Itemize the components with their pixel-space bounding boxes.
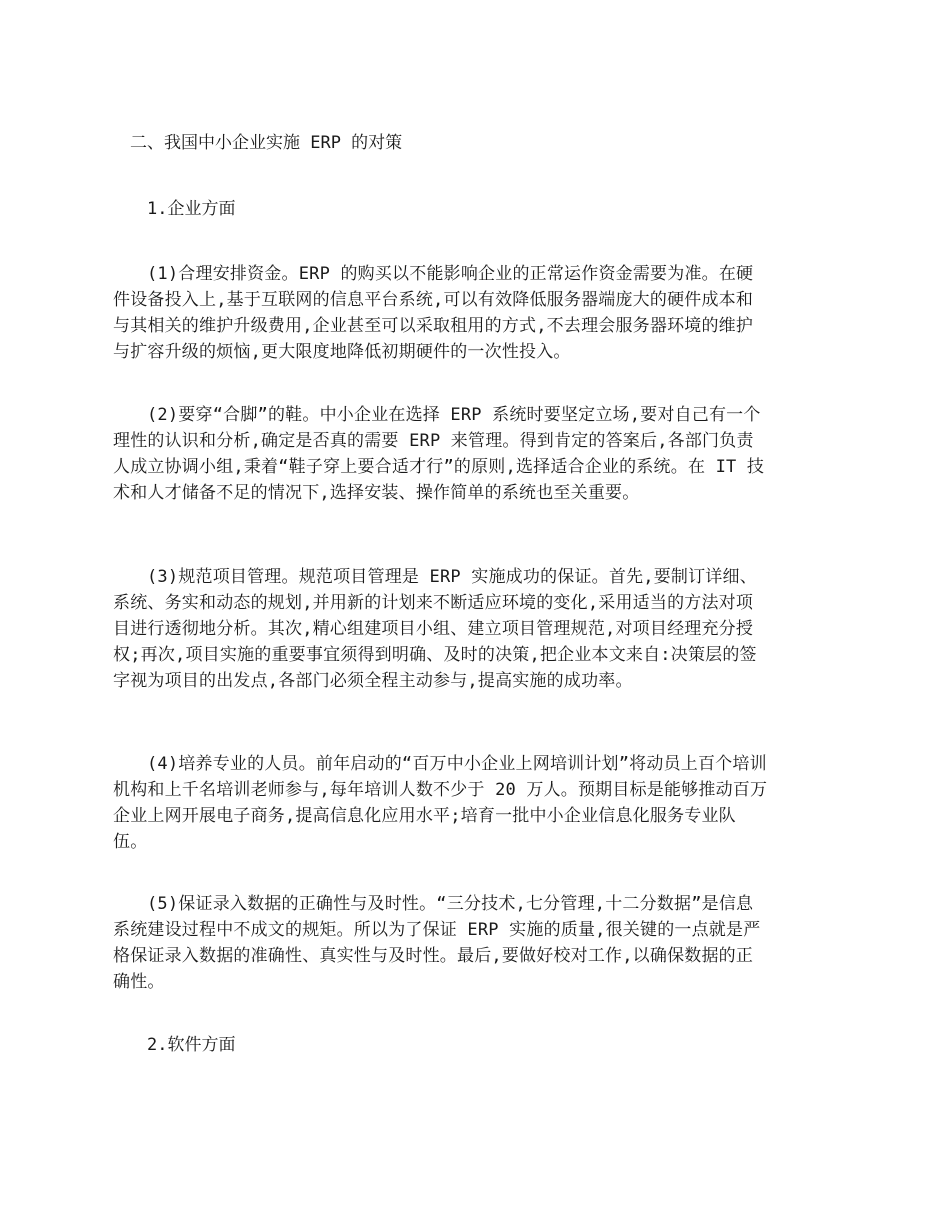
- paragraph-2: [113, 402, 768, 506]
- paragraph-5-text: (5)保证录入数据的正确性与及时性。“三分技术,七分管理,十二分数据”是信息系统建设过程中不成文的规矩。所以为了保证 ERP 实施的质量,很关键的一点就是严格保证录入数据的准确性、真实性与及时性。最后,要做好校对工作,以确保数据的正确性。: [113, 894, 761, 992]
- paragraph-2-text: (2)要穿“合脚”的鞋。中小企业在选择 ERP 系统时要坚定立场,要对自己有一个理性的认识和分析,确定是否真的需要 ERP 来管理。得到肯定的答案后,各部门负责人成立协调小组,秉着“鞋子穿上要合适才行”的原则,选择适合企业的系统。在 IT 技术和人才储备不足的情况下,选择安装、操作简单的系统也至关重要。: [113, 405, 765, 503]
- paragraph-1-text: (1)合理安排资金。ERP 的购买以不能影响企业的正常运作资金需要为准。在硬件设备投入上,基于互联网的信息平台系统,可以有效降低服务器端庞大的硬件成本和与其相关的维护升级费用,企业甚至可以采取租用的方式,不去理会服务器环境的维护与扩容升级的烦恼,更大限度地降低初期硬件的一次性投入。: [113, 264, 754, 362]
- subsection-title-software: 2.软件方面: [147, 1035, 236, 1055]
- paragraph-4: [113, 751, 768, 855]
- paragraph-1: [113, 261, 768, 365]
- section-title: 二、我国中小企业实施 ERP 的对策: [130, 133, 403, 153]
- paragraph-3-text: (3)规范项目管理。规范项目管理是 ERP 实施成功的保证。首先,要制订详细、系统、务实和动态的规划,并用新的计划来不断适应环境的变化,采用适当的方法对项目进行透彻地分析。其次,精心组建项目小组、建立项目管理规范,对项目经理充分授权;再次,项目实施的重要事宜须得到明确、及时的决策,把企业本文来自:决策层的签字视为项目的出发点,各部门必须全程主动参与,提高实施的成功率。: [113, 567, 757, 691]
- paragraph-4-text: (4)培养专业的人员。前年启动的“百万中小企业上网培训计划”将动员上百个培训机构和上千名培训老师参与,每年培训人数不少于 20 万人。预期目标是能够推动百万企业上网开展电子商务,提高信息化应用水平;培育一批中小企业信息化服务专业队伍。: [113, 754, 768, 852]
- paragraph-5: [113, 891, 768, 995]
- paragraph-3: [113, 564, 768, 694]
- subsection-title-enterprise: 1.企业方面: [147, 199, 236, 219]
